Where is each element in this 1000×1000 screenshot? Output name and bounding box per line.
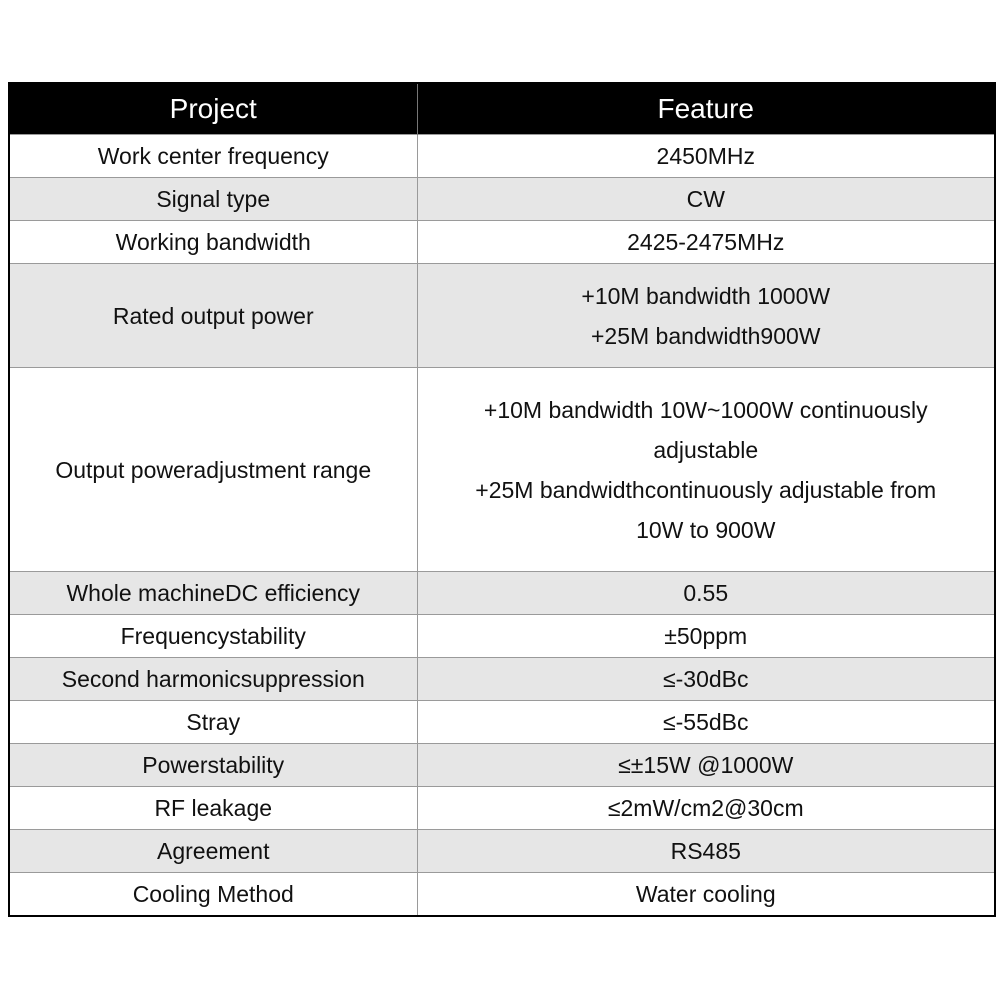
table-row — [9, 744, 995, 787]
table-row — [9, 787, 995, 830]
feature-cell — [417, 264, 995, 368]
project-cell: Working bandwidth — [9, 221, 417, 264]
feature-line: adjustable — [653, 436, 759, 463]
table-row — [9, 830, 995, 873]
feature-cell: ≤-55dBc — [417, 701, 995, 744]
table-row — [9, 873, 995, 917]
project-cell: Second harmonicsuppression — [9, 658, 417, 701]
project-cell: Frequencystability — [9, 615, 417, 658]
feature-cell: ≤±15W @1000W — [417, 744, 995, 787]
project-cell: Output poweradjustment range — [9, 368, 417, 572]
table-row — [9, 368, 995, 572]
project-cell: Rated output power — [9, 264, 417, 368]
spec-table — [8, 82, 996, 917]
table-row — [9, 135, 995, 178]
feature-cell: RS485 — [417, 830, 995, 873]
feature-line: +10M bandwidth 10W~1000W continuously — [483, 396, 928, 423]
project-cell: Agreement — [9, 830, 417, 873]
feature-cell: CW — [417, 178, 995, 221]
header-feature: Feature — [417, 83, 995, 135]
feature-cell: ≤2mW/cm2@30cm — [417, 787, 995, 830]
table-row — [9, 615, 995, 658]
table-row — [9, 178, 995, 221]
project-cell: Work center frequency — [9, 135, 417, 178]
table-row — [9, 264, 995, 368]
header-project: Project — [9, 83, 417, 135]
feature-cell: 2450MHz — [417, 135, 995, 178]
feature-line: +10M bandwidth 1000W — [581, 282, 831, 309]
table-header-row — [9, 83, 995, 135]
feature-line: +25M bandwidthcontinuously adjustable from — [475, 476, 937, 503]
feature-cell: 0.55 — [417, 572, 995, 615]
table-row — [9, 701, 995, 744]
project-cell: RF leakage — [9, 787, 417, 830]
feature-cell: 2425-2475MHz — [417, 221, 995, 264]
project-cell: Stray — [9, 701, 417, 744]
feature-cell: ≤-30dBc — [417, 658, 995, 701]
feature-cell: Water cooling — [417, 873, 995, 917]
project-cell: Cooling Method — [9, 873, 417, 917]
project-cell: Signal type — [9, 178, 417, 221]
feature-cell — [417, 368, 995, 572]
feature-line: +25M bandwidth900W — [590, 322, 821, 349]
table-row — [9, 572, 995, 615]
feature-cell: ±50ppm — [417, 615, 995, 658]
table-row — [9, 658, 995, 701]
feature-line: 10W to 900W — [636, 516, 776, 543]
project-cell: Whole machineDC efficiency — [9, 572, 417, 615]
table-row — [9, 221, 995, 264]
project-cell: Powerstability — [9, 744, 417, 787]
